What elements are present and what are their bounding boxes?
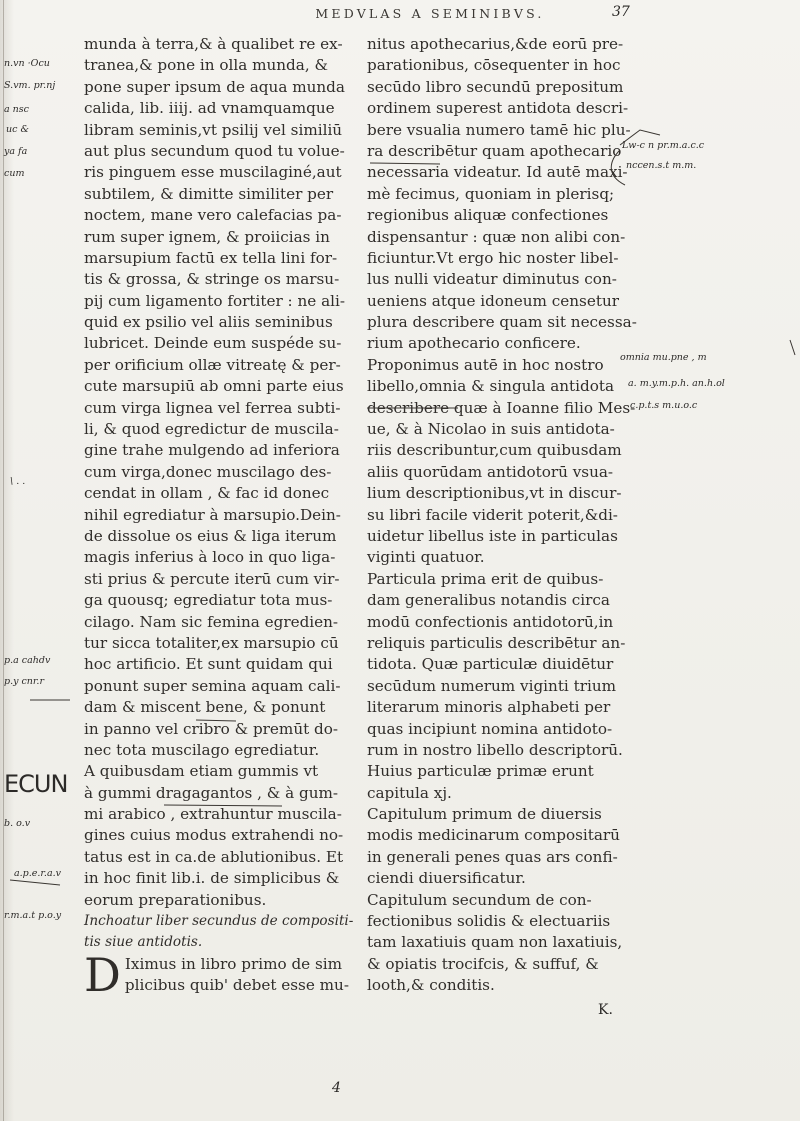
text-line: & opiatis trocifcis, & suffuf, & [367, 954, 599, 973]
marginal-note: a.p.e.r.a.v [14, 868, 61, 879]
text-line: in generali penes quas ars confi- [367, 847, 618, 866]
bracket-mark [611, 150, 625, 185]
text-line: Proponimus autē in hoc nostro [367, 355, 604, 374]
text-line: marsupium factū ex tella lini for- [84, 248, 338, 267]
running-head: MEDVLAS A SEMINIBVS. [315, 6, 545, 21]
marginal-note: a nsc [4, 104, 29, 115]
text-line: modū confectionis antidotorū,in [367, 612, 614, 631]
text-line: in hoc finit lib.i. de simplicibus & [84, 869, 340, 888]
marginal-note: c.p.t.s m.u.o.c [630, 400, 698, 411]
text-line: gine trahe mulgendo ad inferiora [84, 441, 340, 460]
text-line: lus nulli videatur diminutus con- [367, 270, 617, 289]
hand-stroke-mark [620, 130, 660, 145]
text-line: ue, & à Nicolao in suis antidota- [367, 420, 615, 439]
signature-mark: 4 [332, 1080, 341, 1096]
text-line: ficiuntur.Vt ergo hic noster libel- [367, 248, 619, 267]
text-line: uidetur libellus iste in particulas [367, 526, 618, 545]
text-line: calida, lib. iiij. ad vnamquamque [84, 99, 335, 118]
text-line: magis inferius à loco in quo liga- [84, 548, 336, 567]
text-line: noctem, mane vero calefacias pa- [84, 206, 342, 225]
text-line: ordinem superest antidota descri- [367, 99, 629, 118]
text-line: Capitulum primum de diuersis [367, 805, 602, 824]
text-line: libello,omnia & singula antidota [367, 377, 615, 396]
text-line: à gummi dragagantos , & à gum- [84, 783, 339, 802]
marginal-note: cum [4, 168, 25, 179]
text-line: cute marsupiū ab omni parte eius [84, 377, 344, 396]
text-line: cilago. Nam sic femina egredien- [84, 612, 339, 631]
text-line: tam laxatiuis quam non laxatiuis, [367, 933, 623, 952]
text-line: in panno vel cribro & premūt do- [84, 719, 339, 738]
text-line: fectionibus solidis & electuariis [367, 912, 611, 931]
text-line: per orificium ollæ vitreatę & per- [84, 355, 341, 374]
text-line: mè fecimus, quoniam in plerisq; [367, 184, 615, 203]
text-line: tur sicca totaliter,ex marsupio cū [84, 633, 339, 652]
text-line: eorum preparationibus. [84, 890, 267, 909]
marginal-note: ya fa [4, 146, 28, 157]
text-line: secūdum numerum viginti trium [367, 676, 617, 695]
text-line: nitus apothecarius,&de eorū pre- [367, 35, 624, 53]
text-line: rium apothecario conficere. [367, 334, 581, 353]
text-line: aut plus secundum quod tu volue- [84, 141, 345, 160]
marginal-note: r.m.a.t p.o.y [4, 910, 62, 921]
marginal-note: nccen.s.t m.m. [626, 160, 697, 171]
underline-mark [164, 805, 282, 806]
text-line: ponunt super semina aquam cali- [84, 676, 341, 695]
marginal-note: uc & [6, 124, 29, 135]
text-line: Capitulum secundum de con- [367, 890, 592, 909]
text-line: Huius particulæ primæ erunt [367, 762, 594, 781]
marginal-note: Lw-c n pr.m.a.c.c [622, 140, 705, 151]
text-line: rum in nostro libello descriptorū. [367, 740, 623, 759]
text-line: Particula prima erit de quibus- [367, 569, 604, 588]
dropcap-letter: D [84, 947, 121, 1002]
text-line: ra describētur quam apothecario [367, 141, 622, 160]
text-line: tranea,& pone in olla munda, & [84, 56, 329, 75]
text-line: ris pinguem esse muscilaginé,aut [84, 163, 342, 182]
text-line: plicibus quib' debet esse mu- [124, 976, 349, 995]
hand-stroke-mark [790, 340, 795, 355]
text-line: aliis quorūdam antidotorū vsua- [367, 462, 614, 481]
text-line: riis describuntur,cum quibusdam [367, 441, 622, 460]
text-line: dam & miscent bene, & ponunt [84, 698, 326, 717]
folio-number: 37 [612, 4, 630, 20]
text-line: sti prius & percute iterū cum vir- [84, 569, 340, 588]
text-line: viginti quatuor. [367, 548, 485, 567]
text-line: regionibus aliquæ confectiones [367, 206, 609, 225]
text-line: gines cuius modus extrahendi no- [84, 826, 344, 845]
text-line: mi arabico , extrahuntur muscila- [84, 805, 342, 824]
marginal-note: omnia mu.pne , m [620, 352, 707, 363]
text-line: nihil egrediatur à marsupio.Dein- [84, 505, 341, 524]
text-line: quid ex psilio vel aliis seminibus [84, 313, 333, 332]
text-line: subtilem, & dimitte similiter per [84, 184, 334, 203]
text-line: bere vsualia numero tamē hic plu- [367, 120, 631, 139]
text-line: necessaria videatur. Id autē maxi- [367, 163, 628, 182]
text-line: lium descriptionibus,vt in discur- [367, 484, 622, 503]
text-line: lubricet. Deinde eum suspéde su- [84, 334, 342, 353]
text-line: nec tota muscilago egrediatur. [84, 740, 320, 759]
text-line: cum virga,donec muscilago des- [84, 462, 332, 481]
text-line: Iximus in libro primo de sim [124, 954, 343, 973]
text-line: li, & quod egredictur de muscila- [84, 420, 339, 439]
underline-mark [196, 720, 236, 721]
text-line: ueniens atque idoneum censetur [367, 291, 619, 310]
heading-line: tis siue antidotis. [84, 934, 203, 951]
text-line: hoc artificio. Et sunt quidam qui [84, 655, 333, 674]
text-line: describere quæ à Ioanne filio Mes- [367, 398, 636, 417]
underline-mark [370, 163, 440, 164]
text-line: modis medicinarum compositarū [367, 826, 620, 845]
text-line: pij cum ligamento fortiter : ne ali- [84, 291, 345, 310]
text-line: su libri facile viderit poterit,&di- [367, 505, 618, 524]
text-line: literarum minoris alphabeti per [367, 698, 611, 717]
marginal-note: a. m.y.m.p.h. an.h.ol [628, 378, 725, 389]
text-line: secūdo libro secundū prepositum [367, 77, 624, 96]
text-line: cum virga lignea vel ferrea subti- [84, 398, 341, 417]
text-line: ciendi diuersificatur. [367, 869, 526, 888]
marginal-note: p.y cnr.r [4, 676, 44, 687]
hand-stroke-mark [10, 880, 60, 885]
text-line: libram seminis,vt psilij vel similiū [84, 120, 343, 139]
text-line: capitula xj. [367, 783, 452, 802]
marginal-note: n.vn ·Ocu [4, 58, 50, 69]
text-line: reliquis particulis describētur an- [367, 633, 626, 652]
text-line: looth,& conditis. [367, 976, 495, 995]
heading-line: Inchoatur liber secundus de compositi- [84, 913, 354, 930]
catchword: K. [598, 1002, 613, 1018]
text-line: tis & grossa, & stringe os marsu- [84, 270, 340, 289]
text-line: cendat in ollam , & fac id donec [84, 484, 330, 503]
text-line: ga quousq; egrediatur tota mus- [84, 591, 333, 610]
text-line: A quibusdam etiam gummis vt [84, 762, 319, 781]
marginal-note: b. o.v [4, 818, 31, 829]
text-line: dam generalibus notandis circa [367, 591, 610, 610]
text-line: de dissolue os eius & liga iterum [84, 526, 337, 545]
text-line: tatus est in ca.de ablutionibus. Et [84, 847, 344, 866]
text-line: munda à terra,& à qualibet re ex- [84, 35, 343, 53]
text-line: parationibus, cōsequenter in hoc [367, 56, 621, 75]
text-line: rum super ignem, & proiicias in [84, 227, 330, 246]
text-line: quas incipiunt nomina antidoto- [367, 719, 613, 738]
marginal-note: S.vm. pr.nj [4, 80, 56, 91]
text-line: pone super ipsum de aqua munda [84, 77, 345, 96]
marginal-note: ECUN [4, 770, 68, 798]
text-line: plura describere quam sit necessa- [367, 313, 637, 332]
marginal-note: p.a cahdv [4, 655, 51, 666]
text-line: dispensantur : quæ non alibi con- [367, 227, 626, 246]
marginal-note: \ . . [10, 476, 26, 487]
text-line: tidota. Quæ particulæ diuidētur [367, 655, 614, 674]
